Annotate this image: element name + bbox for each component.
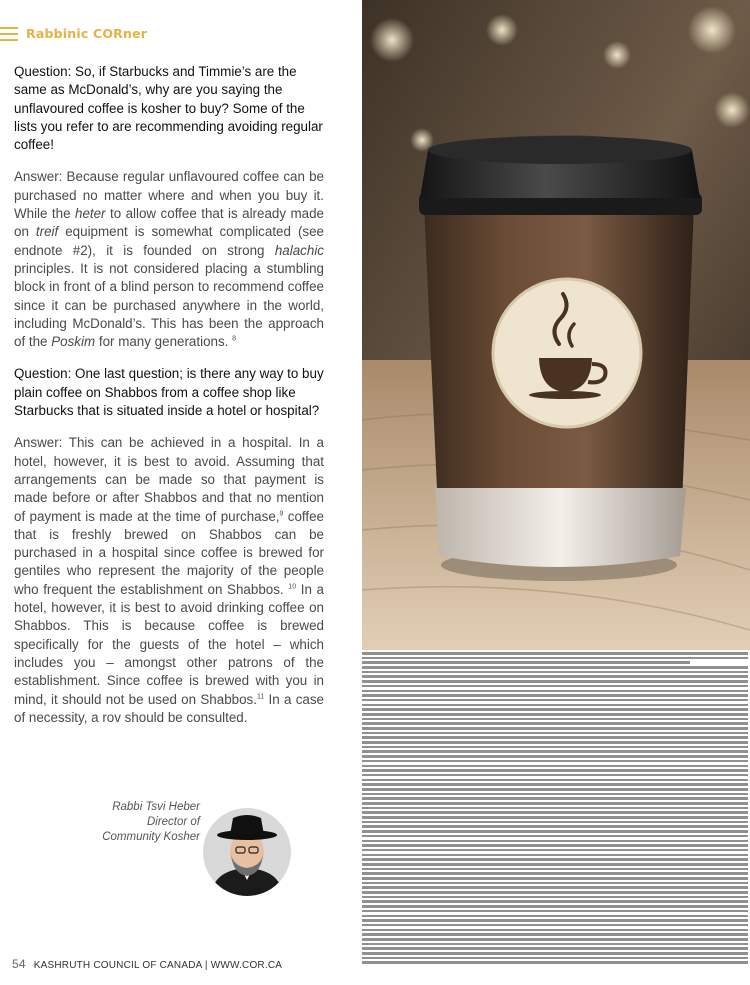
footer-text: KASHRUTH COUNCIL OF CANADA | WWW.COR.CA xyxy=(33,960,283,971)
author-avatar xyxy=(203,808,291,896)
section-title: Rabbinic CORner xyxy=(26,26,148,41)
author-credit xyxy=(80,800,200,845)
question-2: Question: One last question; is there any way to buy plain coffee on Shabbos from a coffee shop like Starbucks that is situated inside a hotel or hospital? xyxy=(14,366,324,419)
author-name: Rabbi Tsvi Heber xyxy=(112,801,200,813)
article-column xyxy=(14,63,324,741)
author-title-1: Director of xyxy=(146,816,200,828)
author-title-2: Community Kosher xyxy=(102,831,200,843)
page-footer xyxy=(12,957,282,971)
endnote-ref-11: 11 xyxy=(256,693,265,701)
coffee-cup-photo xyxy=(362,0,750,650)
answer-2: Answer: This can be achieved in a hospital. In a hotel, however, it is best to avoid. Assuming that arrangements can be made so that payment is made before or after Shabbos and that no mention of payment is made at the time of purchase,$^9$ coffee that is freshly brewed on Shabbos can be purchased in a hospital since coffee is brewed for gentiles who represent the majority of the people who frequent the establishment on Shabbos. $^{10}$ In a hotel, however, it is best to avoid drinking coffee on Shabbos. This is because coffee is brewed specifically for the guests of the hotel – which includes you – amongst other patrons of the establishment. Since coffee is brewed with you in mind, it should not be used on Shabbos.$^{11}$ In a case of necessity, a rov should be consulted. xyxy=(14,435,325,725)
endnote-ref-10: 10 xyxy=(288,583,297,591)
hebrew-endnotes xyxy=(362,652,748,980)
menu-icon xyxy=(0,27,18,41)
endnote-ref-8: 8 xyxy=(232,335,237,343)
answer-1: Answer: Because regular unflavoured coffee can be purchased no matter where and when you buy it. While the heter to allow coffee that is already made on treif equipment is somewhat complicated (see endnote #2), it is founded on strong halachic principles. It is not considered placing a stumbling block in front of a blind person to recommend coffee since it can be purchased anywhere in the world, including McDonald’s. This has been the approach of the Poskim for many generations. $^8$ xyxy=(14,169,324,350)
question-1: Question: So, if Starbucks and Timmie’s are the same as McDonald’s, why are you saying the unflavoured coffee is kosher to buy? Some of the lists you refer to are recommending avoiding regular coffee! xyxy=(14,64,323,153)
header-bar xyxy=(0,0,360,60)
page-number: 54 xyxy=(12,957,26,971)
endnote-ref-9: 9 xyxy=(279,510,284,518)
